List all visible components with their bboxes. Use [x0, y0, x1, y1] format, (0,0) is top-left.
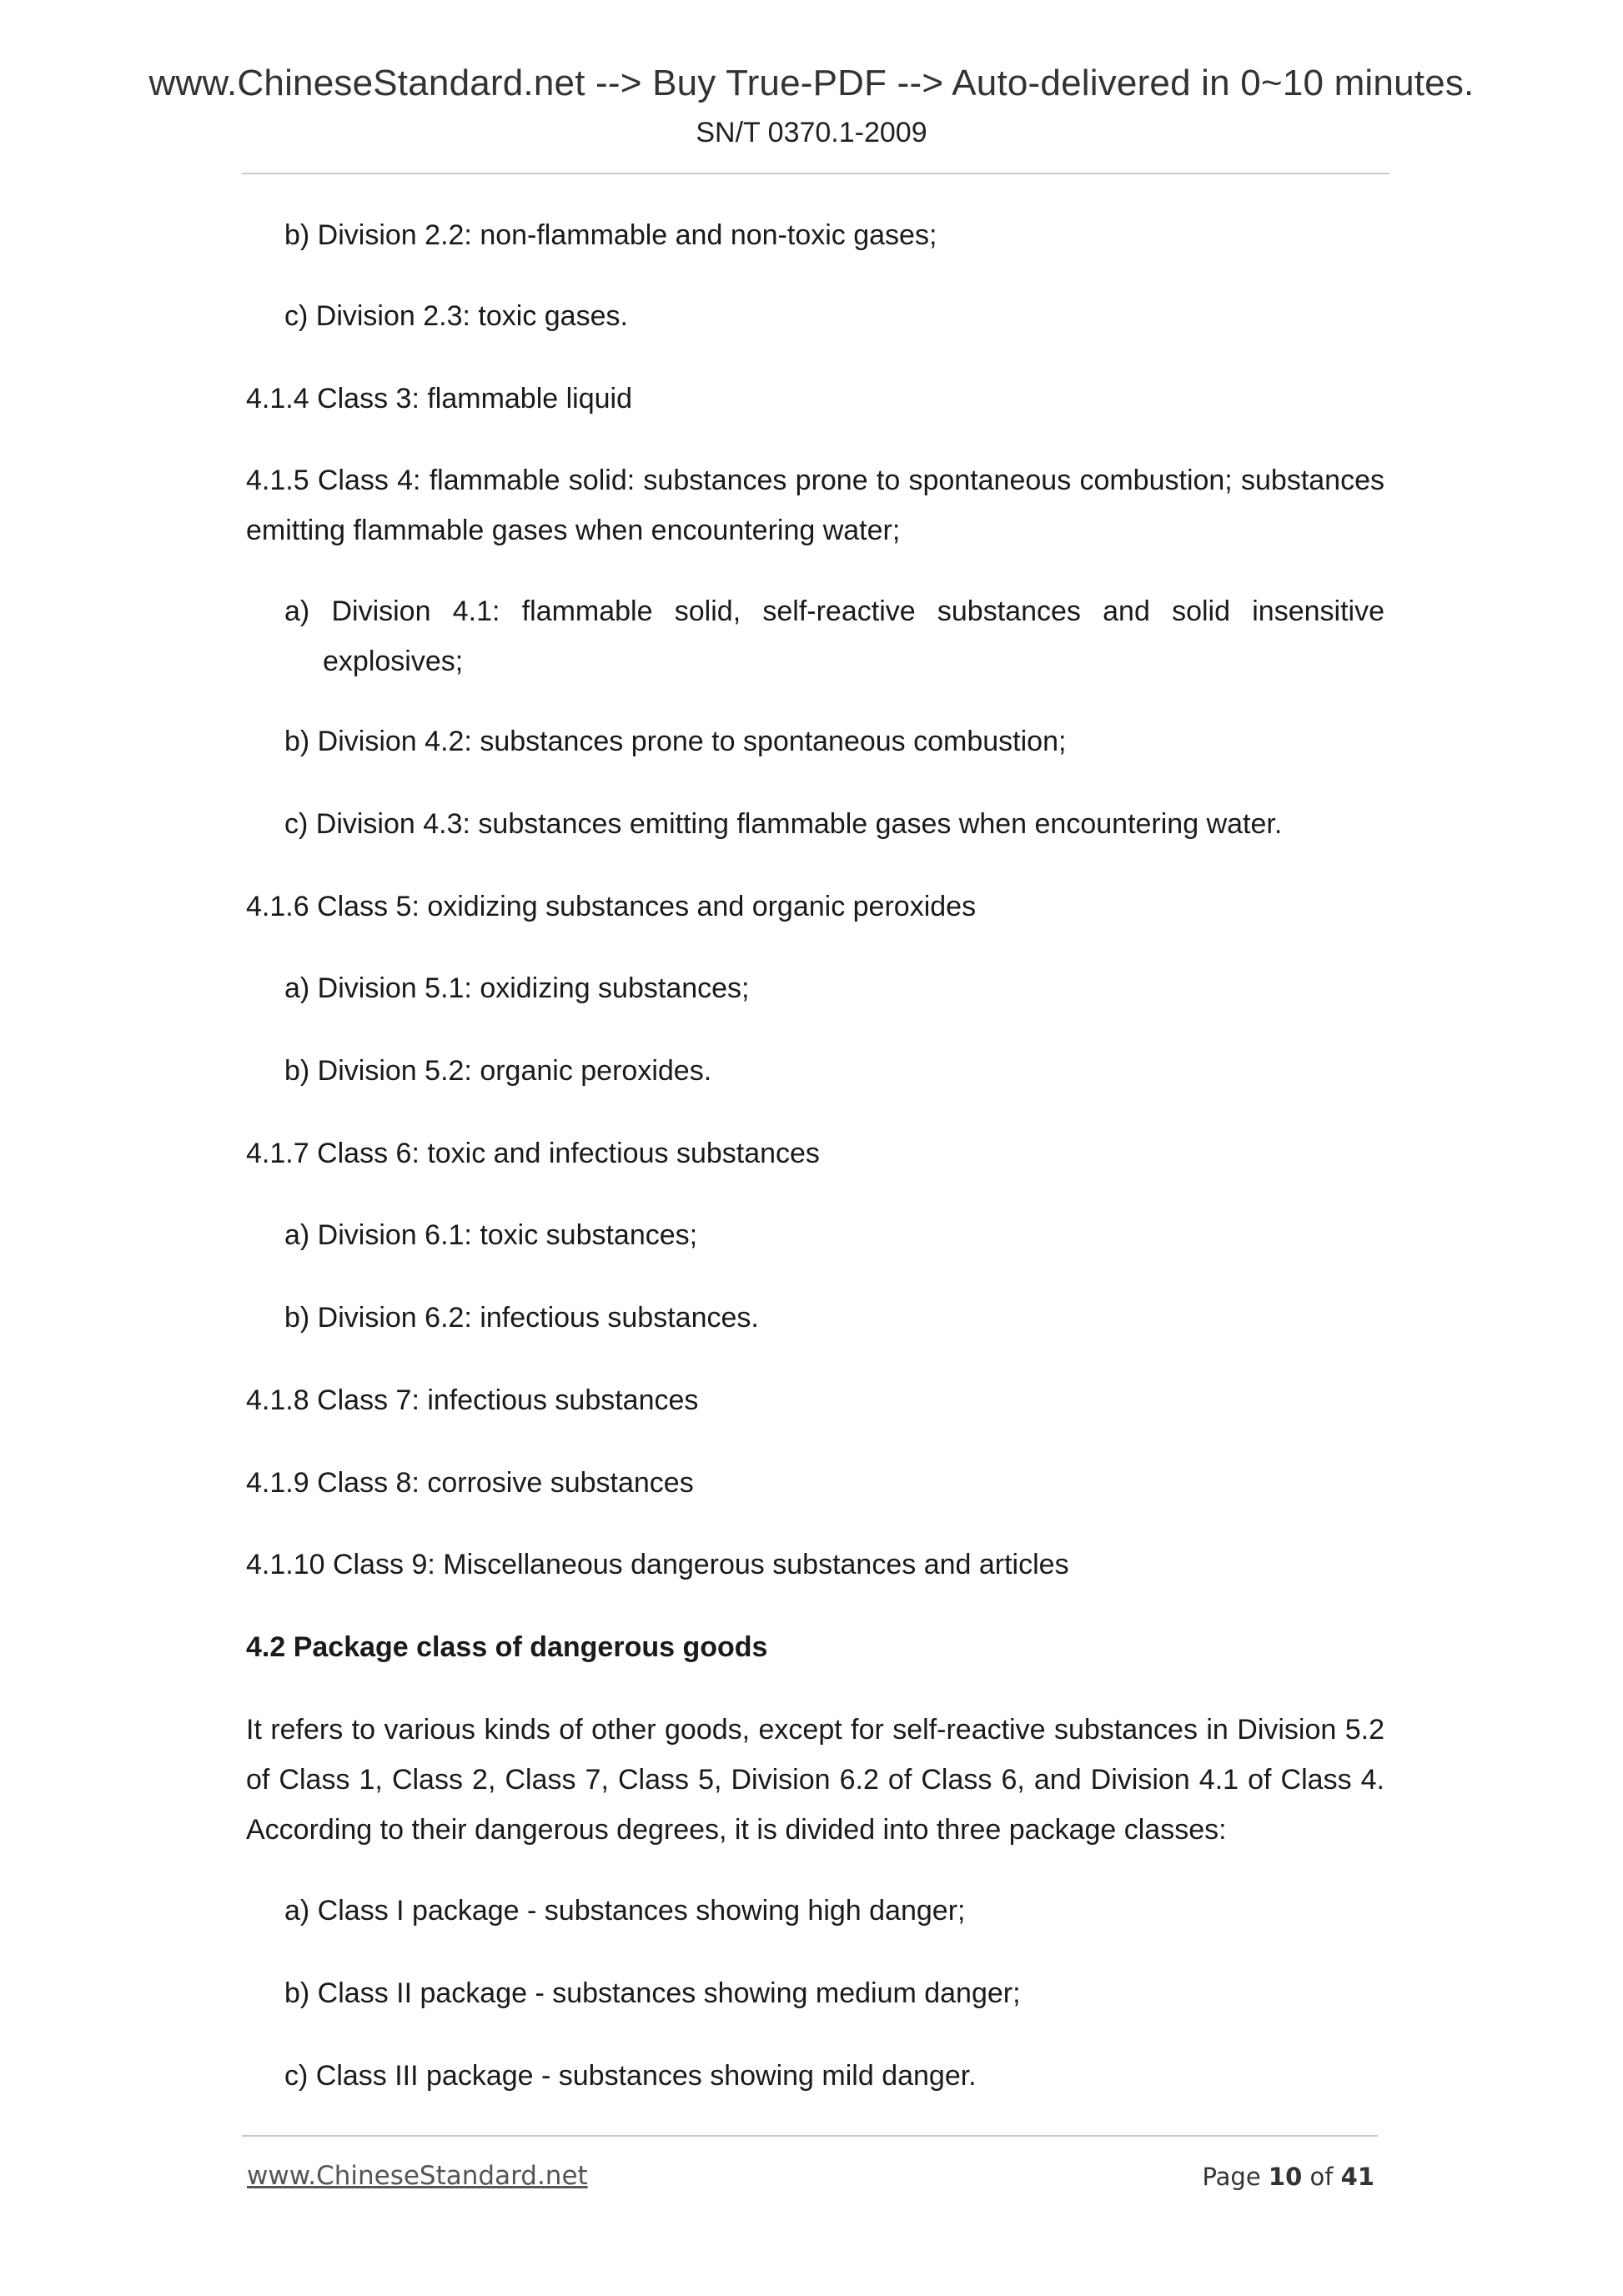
page-of: of [1309, 2163, 1334, 2191]
paragraph-4-2: It refers to various kinds of other goods, except for self-reactive substances in Division 5.2 of Class 1, Class 2, Class 7, Class 5, Division 6.2 of Class 6, and Division 4.1 of Class 4. According to their dangerous degrees, it is divided into three package classes: [246, 1714, 1384, 1846]
clause-4-1-9: 4.1.9 Class 8: corrosive substances [246, 1467, 694, 1499]
division-2-2: b) Division 2.2: non-flammable and non-toxic gases; [284, 219, 937, 251]
footer-website-link[interactable]: www.ChineseStandard.net [247, 2161, 588, 2191]
page-label: Page [1202, 2163, 1261, 2191]
page-total: 41 [1340, 2163, 1374, 2191]
division-4-3: c) Division 4.3: substances emitting flammable gases when encountering water. [284, 808, 1283, 840]
site-banner: www.ChineseStandard.net --> Buy True-PDF --> Auto-delivered in 0~10 minutes. [148, 63, 1475, 103]
section-heading-4-2: 4.2 Package class of dangerous goods [246, 1631, 768, 1663]
division-5-1: a) Division 5.1: oxidizing substances; [284, 972, 750, 1004]
footer-divider [242, 2135, 1378, 2137]
standard-code: SN/T 0370.1-2009 [696, 117, 927, 148]
page-current: 10 [1268, 2163, 1303, 2191]
package-class-2: b) Class II package - substances showing medium danger; [284, 1977, 1021, 2009]
clause-4-1-8: 4.1.8 Class 7: infectious substances [246, 1384, 699, 1416]
division-4-1: a) Division 4.1: flammable solid, self-reactive substances and solid insensitive explosives; [284, 595, 1384, 677]
division-5-2: b) Division 5.2: organic peroxides. [284, 1055, 712, 1087]
page-number [1202, 2165, 1374, 2189]
division-6-1: a) Division 6.1: toxic substances; [284, 1219, 698, 1251]
package-class-3: c) Class III package - substances showing mild danger. [284, 2060, 977, 2092]
division-4-2: b) Division 4.2: substances prone to spontaneous combustion; [284, 726, 1067, 757]
clause-4-1-7: 4.1.7 Class 6: toxic and infectious substances [246, 1138, 820, 1169]
division-2-3: c) Division 2.3: toxic gases. [284, 300, 628, 332]
clause-4-1-5: 4.1.5 Class 4: flammable solid: substances prone to spontaneous combustion; substances emitting flammable gases when encountering water; [246, 465, 1384, 546]
division-6-2: b) Division 6.2: infectious substances. [284, 1302, 759, 1334]
clause-4-1-6: 4.1.6 Class 5: oxidizing substances and organic peroxides [246, 891, 977, 922]
package-class-1: a) Class I package - substances showing high danger; [284, 1895, 966, 1927]
clause-4-1-4: 4.1.4 Class 3: flammable liquid [246, 383, 633, 414]
clause-4-1-10: 4.1.10 Class 9: Miscellaneous dangerous substances and articles [246, 1549, 1069, 1580]
